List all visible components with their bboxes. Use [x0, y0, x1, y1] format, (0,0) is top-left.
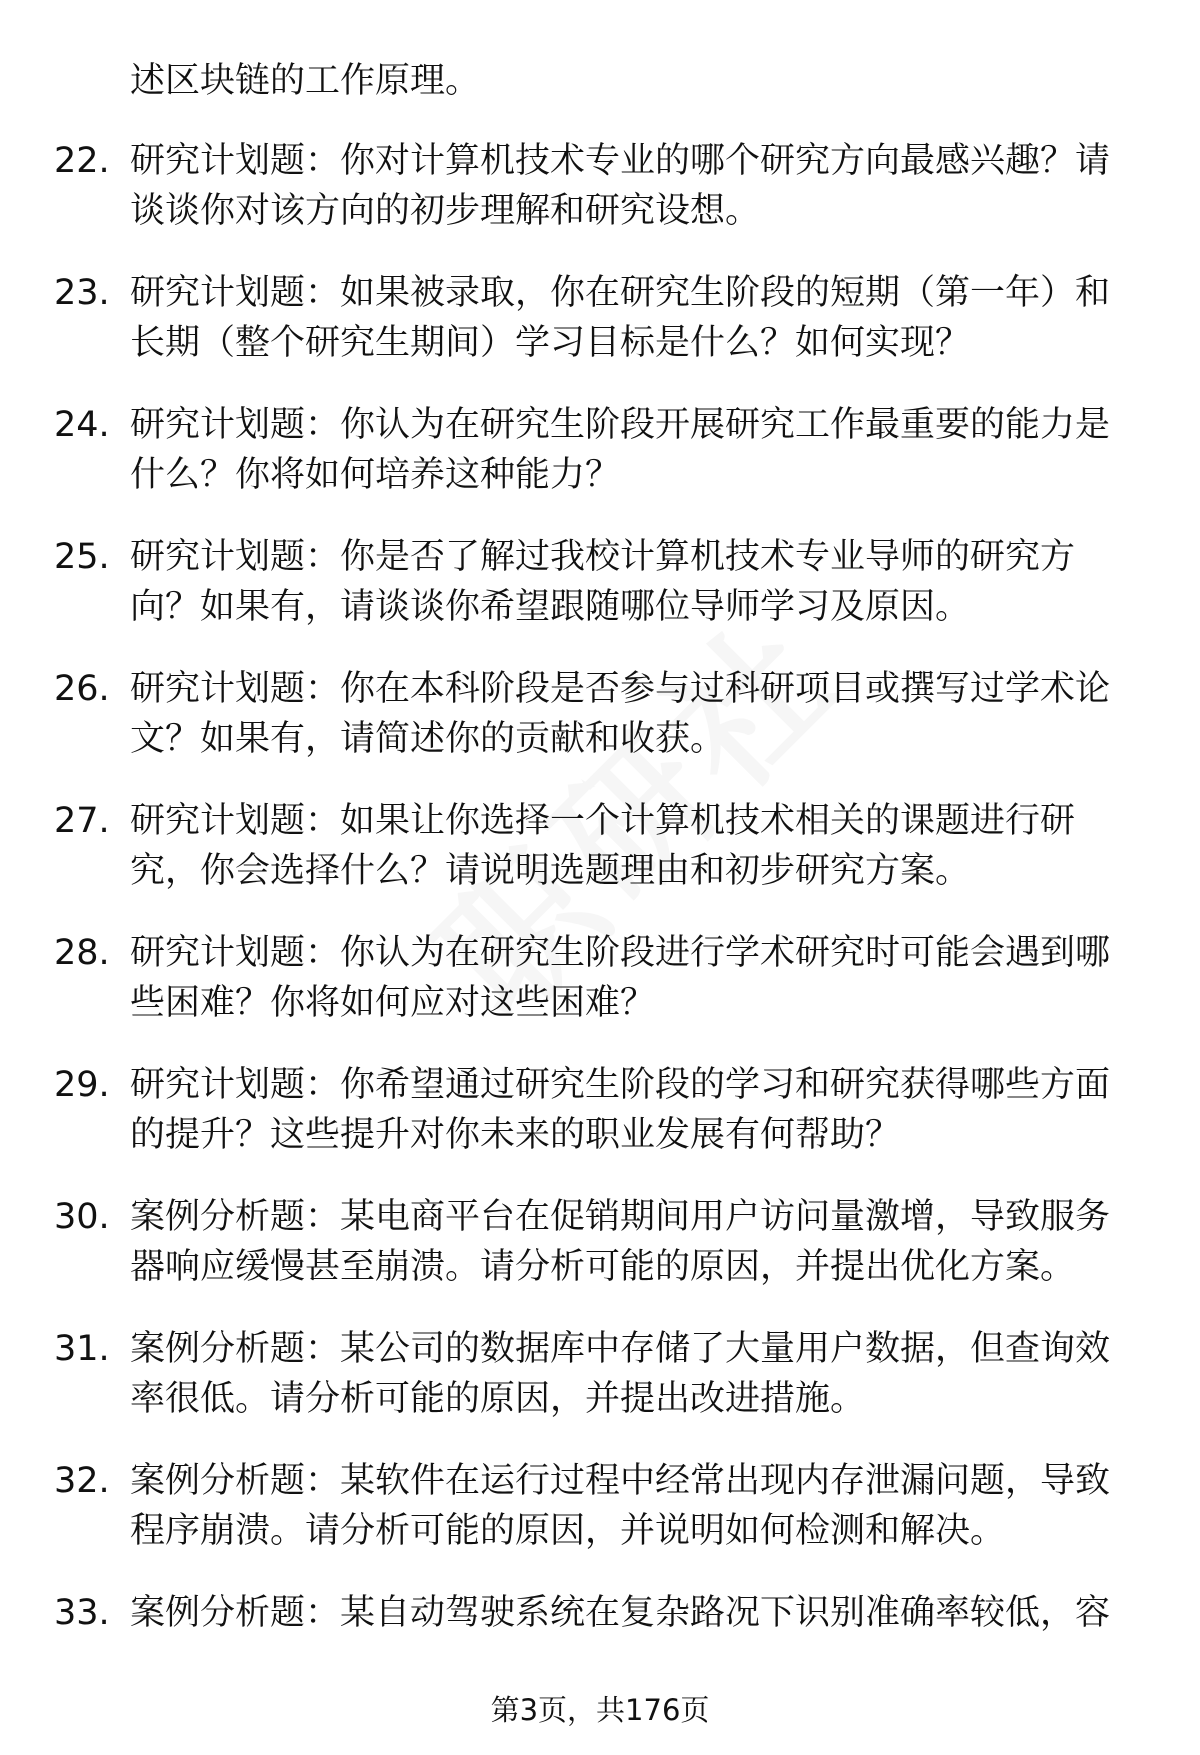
question-number: 22. — [54, 141, 110, 181]
question-text: 案例分析题：某自动驾驶系统在复杂路况下识别准确率较低，容 — [130, 1593, 1111, 1633]
question-text: 研究计划题：如果让你选择一个计算机技术相关的课题进行研究，你会选择什么？请说明选题理由和初步研究方案。 — [130, 801, 1076, 891]
question-text: 研究计划题：你希望通过研究生阶段的学习和研究获得哪些方面的提升？这些提升对你未来的职业发展有何帮助？ — [130, 1065, 1111, 1155]
question-number: 28. — [54, 933, 110, 973]
question-text: 研究计划题：你认为在研究生阶段进行学术研究时可能会遇到哪些困难？你将如何应对这些困难？ — [130, 933, 1111, 1023]
question-text: 案例分析题：某电商平台在促销期间用户访问量激增，导致服务器响应缓慢甚至崩溃。请分析可能的原因，并提出优化方案。 — [130, 1197, 1111, 1287]
question-text: 研究计划题：你认为在研究生阶段开展研究工作最重要的能力是什么？你将如何培养这种能力？ — [130, 405, 1111, 495]
question-number: 24. — [54, 405, 110, 445]
question-item — [0, 1060, 1200, 1192]
question-item — [0, 532, 1200, 664]
question-number: 30. — [54, 1197, 110, 1237]
question-number: 23. — [54, 273, 110, 313]
question-item — [0, 664, 1200, 796]
question-item — [0, 268, 1200, 400]
question-text: 案例分析题：某软件在运行过程中经常出现内存泄漏问题，导致程序崩溃。请分析可能的原因，并说明如何检测和解决。 — [130, 1461, 1111, 1551]
question-number: 26. — [54, 669, 110, 709]
question-text: 研究计划题：你在本科阶段是否参与过科研项目或撰写过学术论文？如果有，请简述你的贡献和收获。 — [130, 669, 1111, 759]
question-number: 25. — [54, 537, 110, 577]
question-number: 27. — [54, 801, 110, 841]
question-item — [0, 400, 1200, 532]
page-footer: 第3页，共176页 — [490, 1693, 710, 1727]
question-number: 32. — [54, 1461, 110, 1501]
question-text: 研究计划题：你是否了解过我校计算机技术专业导师的研究方向？如果有，请谈谈你希望跟随哪位导师学习及原因。 — [130, 537, 1076, 627]
question-text: 研究计划题：你对计算机技术专业的哪个研究方向最感兴趣？请谈谈你对该方向的初步理解和研究设想。 — [130, 141, 1111, 231]
question-item — [0, 796, 1200, 928]
question-item — [0, 1456, 1200, 1588]
question-item — [0, 1324, 1200, 1456]
question-list — [0, 136, 1200, 1720]
question-text: 案例分析题：某公司的数据库中存储了大量用户数据，但查询效率很低。请分析可能的原因，并提出改进措施。 — [130, 1329, 1111, 1419]
question-number: 29. — [54, 1065, 110, 1105]
question-text: 研究计划题：如果被录取，你在研究生阶段的短期（第一年）和长期（整个研究生期间）学习目标是什么？如何实现？ — [130, 273, 1111, 363]
question-number: 31. — [54, 1329, 110, 1369]
question-item — [0, 136, 1200, 268]
question-item — [0, 1192, 1200, 1324]
continuation-text: 述区块链的工作原理。 — [130, 61, 481, 101]
question-number: 33. — [54, 1593, 110, 1633]
question-item — [0, 928, 1200, 1060]
